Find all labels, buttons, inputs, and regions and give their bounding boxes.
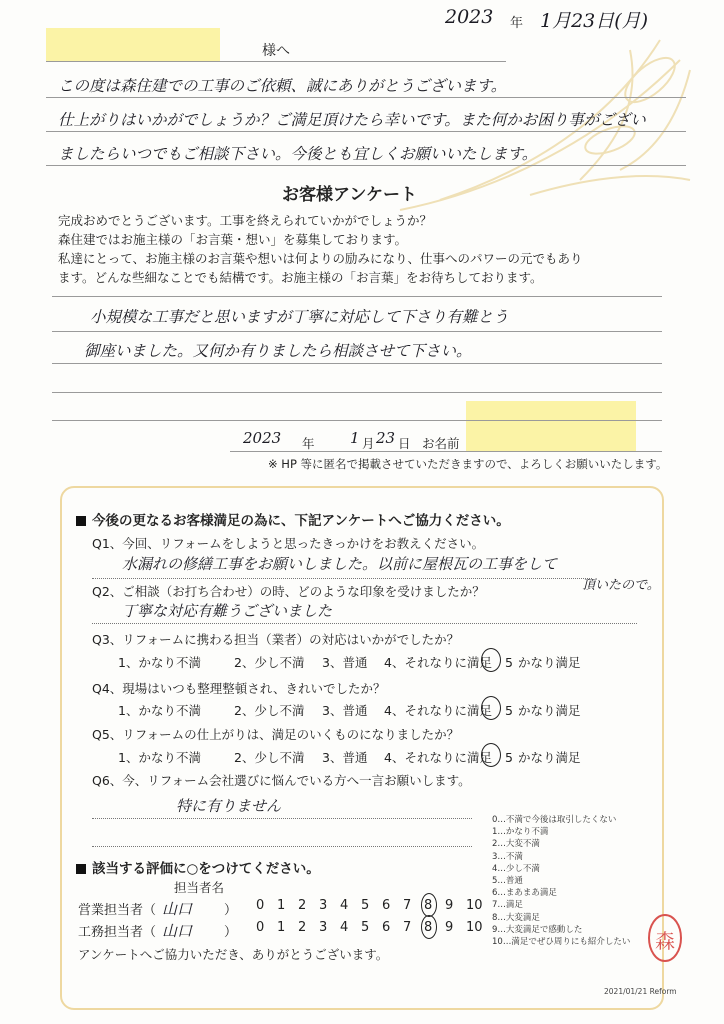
sign-name-label: お名前 [422,436,460,451]
cons-num-7[interactable]: 7 [403,920,412,935]
sign-day-unit: 日 [398,436,411,451]
staff-role-sales: 営業担当者 [78,903,144,918]
q4-opt-4[interactable]: 4、それなりに満足 [384,703,492,718]
q2-label: Q2、ご相談（お打ち合わせ）の時、どのような印象を受けましたか？ [92,584,485,599]
cons-num-8[interactable]: 8 [424,920,433,935]
staff-header: 担当者名 [174,880,225,895]
sales-selected-circle [421,893,437,917]
staff-row-construction: 工務担当者（ 山口 ） [78,922,238,940]
redacted-name-top [46,28,220,62]
cons-num-1[interactable]: 1 [277,920,286,935]
sales-num-5[interactable]: 5 [361,898,370,913]
legend-5: 5…普通 [492,876,523,887]
stamp-text: 森 [655,929,675,953]
q3-opt-2[interactable]: 2、少し不満 [234,655,305,670]
survey-title: お客様アンケート [282,185,417,205]
section1-title-text: 今後の更なるお客様満足の為に、下記アンケートへご協力ください。 [92,513,510,529]
scale-numbers-sales [256,898,487,913]
cons-num-5[interactable]: 5 [361,920,370,935]
q4-selected-circle [481,696,501,720]
legend-10: 10…満足でぜひ周りにも紹介したい [492,937,631,948]
cons-num-9[interactable]: 9 [445,920,454,935]
sign-year: 2023 [243,429,282,447]
letter-line-1: この度は森住建での工事のご依頼、誠にありがとうございます。 [58,77,507,95]
cons-num-6[interactable]: 6 [382,920,391,935]
q3-label: Q3、リフォームに携わる担当（業者）の対応はいかがでしたか？ [92,632,460,647]
q3-opt-1[interactable]: 1、かなり不満 [118,655,201,670]
staff-row-sales: 営業担当者（ 山口 ） [78,900,238,918]
q5-scale [118,748,581,766]
intro-line-2: 森住建ではお施主様の「お言葉・想い」を募集しております。 [58,232,408,247]
date-year: 2023 [445,6,494,28]
cons-num-10[interactable]: 10 [466,920,483,935]
cons-num-4[interactable]: 4 [340,920,349,935]
legend-8: 8…大変満足 [492,912,540,923]
section1-title [76,509,510,529]
q4-label: Q4、現場はいつも整理整頓され、きれいでしたか？ [92,681,386,696]
stamp-seal [646,912,684,964]
q5-opt-5-label: かなり満足 [518,750,581,765]
q5-selected-circle [481,743,501,767]
cons-num-3[interactable]: 3 [319,920,328,935]
q3-opt-4[interactable]: 4、それなりに満足 [384,655,492,670]
q4-opt-1[interactable]: 1、かなり不満 [118,703,201,718]
legend-0: 0…不満で今後は取引したくない [492,815,617,825]
sales-num-9[interactable]: 9 [445,898,454,913]
q2-answer: 丁寧な対応有難うございました [122,602,333,620]
comment-line-1: 小規模な工事だと思いますが丁寧に対応して下さり有難とう [90,308,509,326]
q5-opt-4[interactable]: 4、それなりに満足 [384,750,492,765]
scale-numbers-construction [256,920,487,935]
letter-line-3: ましたらいつでもご相談下さい。今後とも宜しくお願いいたします。 [58,145,538,163]
q6-answer: 特に有りません [176,797,282,815]
q4-opt-3[interactable]: 3、普通 [322,703,368,718]
publication-note: ※ HP 等に匿名で掲載させていただきますので、よろしくお願いいたします。 [268,457,668,471]
staff-role-construction: 工務担当者 [78,925,144,940]
sign-month: 1 [350,429,360,447]
intro-line-4: ます。どんな些細なことでも結構です。お施主様の「お言葉」をお待ちしております。 [58,270,543,285]
sign-month-unit: 月 [362,436,375,451]
sign-day: 23 [376,429,396,447]
q3-scale [118,653,581,671]
legend-6: 6…まあまあ満足 [492,888,557,899]
salutation: 様へ [262,43,290,59]
legend-4: 4…少し不満 [492,863,540,874]
rating-legend [492,814,630,948]
intro-line-3: 私達にとって、お施主様のお言葉や想いは何よりの励みになり、仕事へのパワーの元でもあり [58,251,583,266]
construction-selected-circle [421,915,437,939]
section2-title [76,857,320,877]
comment-line-2: 御座いました。又何か有りましたら相談させて下さい。 [84,342,472,360]
q3-opt-3[interactable]: 3、普通 [322,655,368,670]
q5-opt-1[interactable]: 1、かなり不満 [118,750,201,765]
sales-num-2[interactable]: 2 [298,898,307,913]
legend-9: 9…大変満足で感動した [492,924,583,935]
date-day: 1月23日(月) [540,10,649,32]
staff-name-construction: 山口 [162,922,193,940]
sales-num-10[interactable]: 10 [466,898,483,913]
legend-7: 7…満足 [492,900,523,911]
cons-num-0[interactable]: 0 [256,920,265,935]
sales-num-6[interactable]: 6 [382,898,391,913]
q4-opt-5-label: かなり満足 [518,703,581,718]
staff-name-sales: 山口 [162,900,193,918]
q3-opt-5-label: かなり満足 [518,655,581,670]
legend-1: 1…かなり不満 [492,827,549,838]
q5-opt-5[interactable]: 5 [505,750,513,765]
intro-line-1: 完成おめでとうございます。工事を終えられていかがでしょうか？ [58,213,433,228]
date-year-unit: 年 [510,16,524,31]
q4-opt-2[interactable]: 2、少し不満 [234,703,305,718]
sales-num-0[interactable]: 0 [256,898,265,913]
legend-3: 3…不満 [492,851,523,862]
cons-num-2[interactable]: 2 [298,920,307,935]
sales-num-8[interactable]: 8 [424,898,433,913]
letter-line-2: 仕上がりはいかがでしょうか？ご満足頂けたら幸いです。また何かお困り事がござい [58,111,646,129]
q1-answer: 水漏れの修繕工事をお願いしました。以前に屋根瓦の工事をして [122,555,558,573]
sign-year-unit: 年 [302,436,315,451]
q4-opt-5[interactable]: 5 [505,703,513,718]
section2-title-text: 該当する評価に○をつけてください。 [92,861,320,877]
q4-scale [118,701,581,719]
legend-2: 2…大変不満 [492,839,540,850]
sales-num-1[interactable]: 1 [277,898,286,913]
q5-opt-2[interactable]: 2、少し不満 [234,750,305,765]
q5-label: Q5、リフォームの仕上がりは、満足のいくものになりましたか？ [92,727,460,742]
redacted-name-sign [466,401,636,451]
sales-num-3[interactable]: 3 [319,898,328,913]
footer-code: 2021/01/21 Reform [604,987,677,996]
q3-opt-5[interactable]: 5 [505,655,513,670]
q5-opt-3[interactable]: 3、普通 [322,750,368,765]
thanks-text: アンケートへご協力いただき、ありがとうございます。 [78,947,389,962]
sales-num-7[interactable]: 7 [403,898,412,913]
q1-label: Q1、今回、リフォームをしようと思ったきっかけをお教えください。 [92,536,485,551]
q1-answer-cont: 頂いたので。 [582,578,660,593]
q3-selected-circle [481,648,501,672]
q6-label: Q6、今、リフォーム会社選びに悩んでいる方へ一言お願いします。 [92,773,471,788]
sales-num-4[interactable]: 4 [340,898,349,913]
